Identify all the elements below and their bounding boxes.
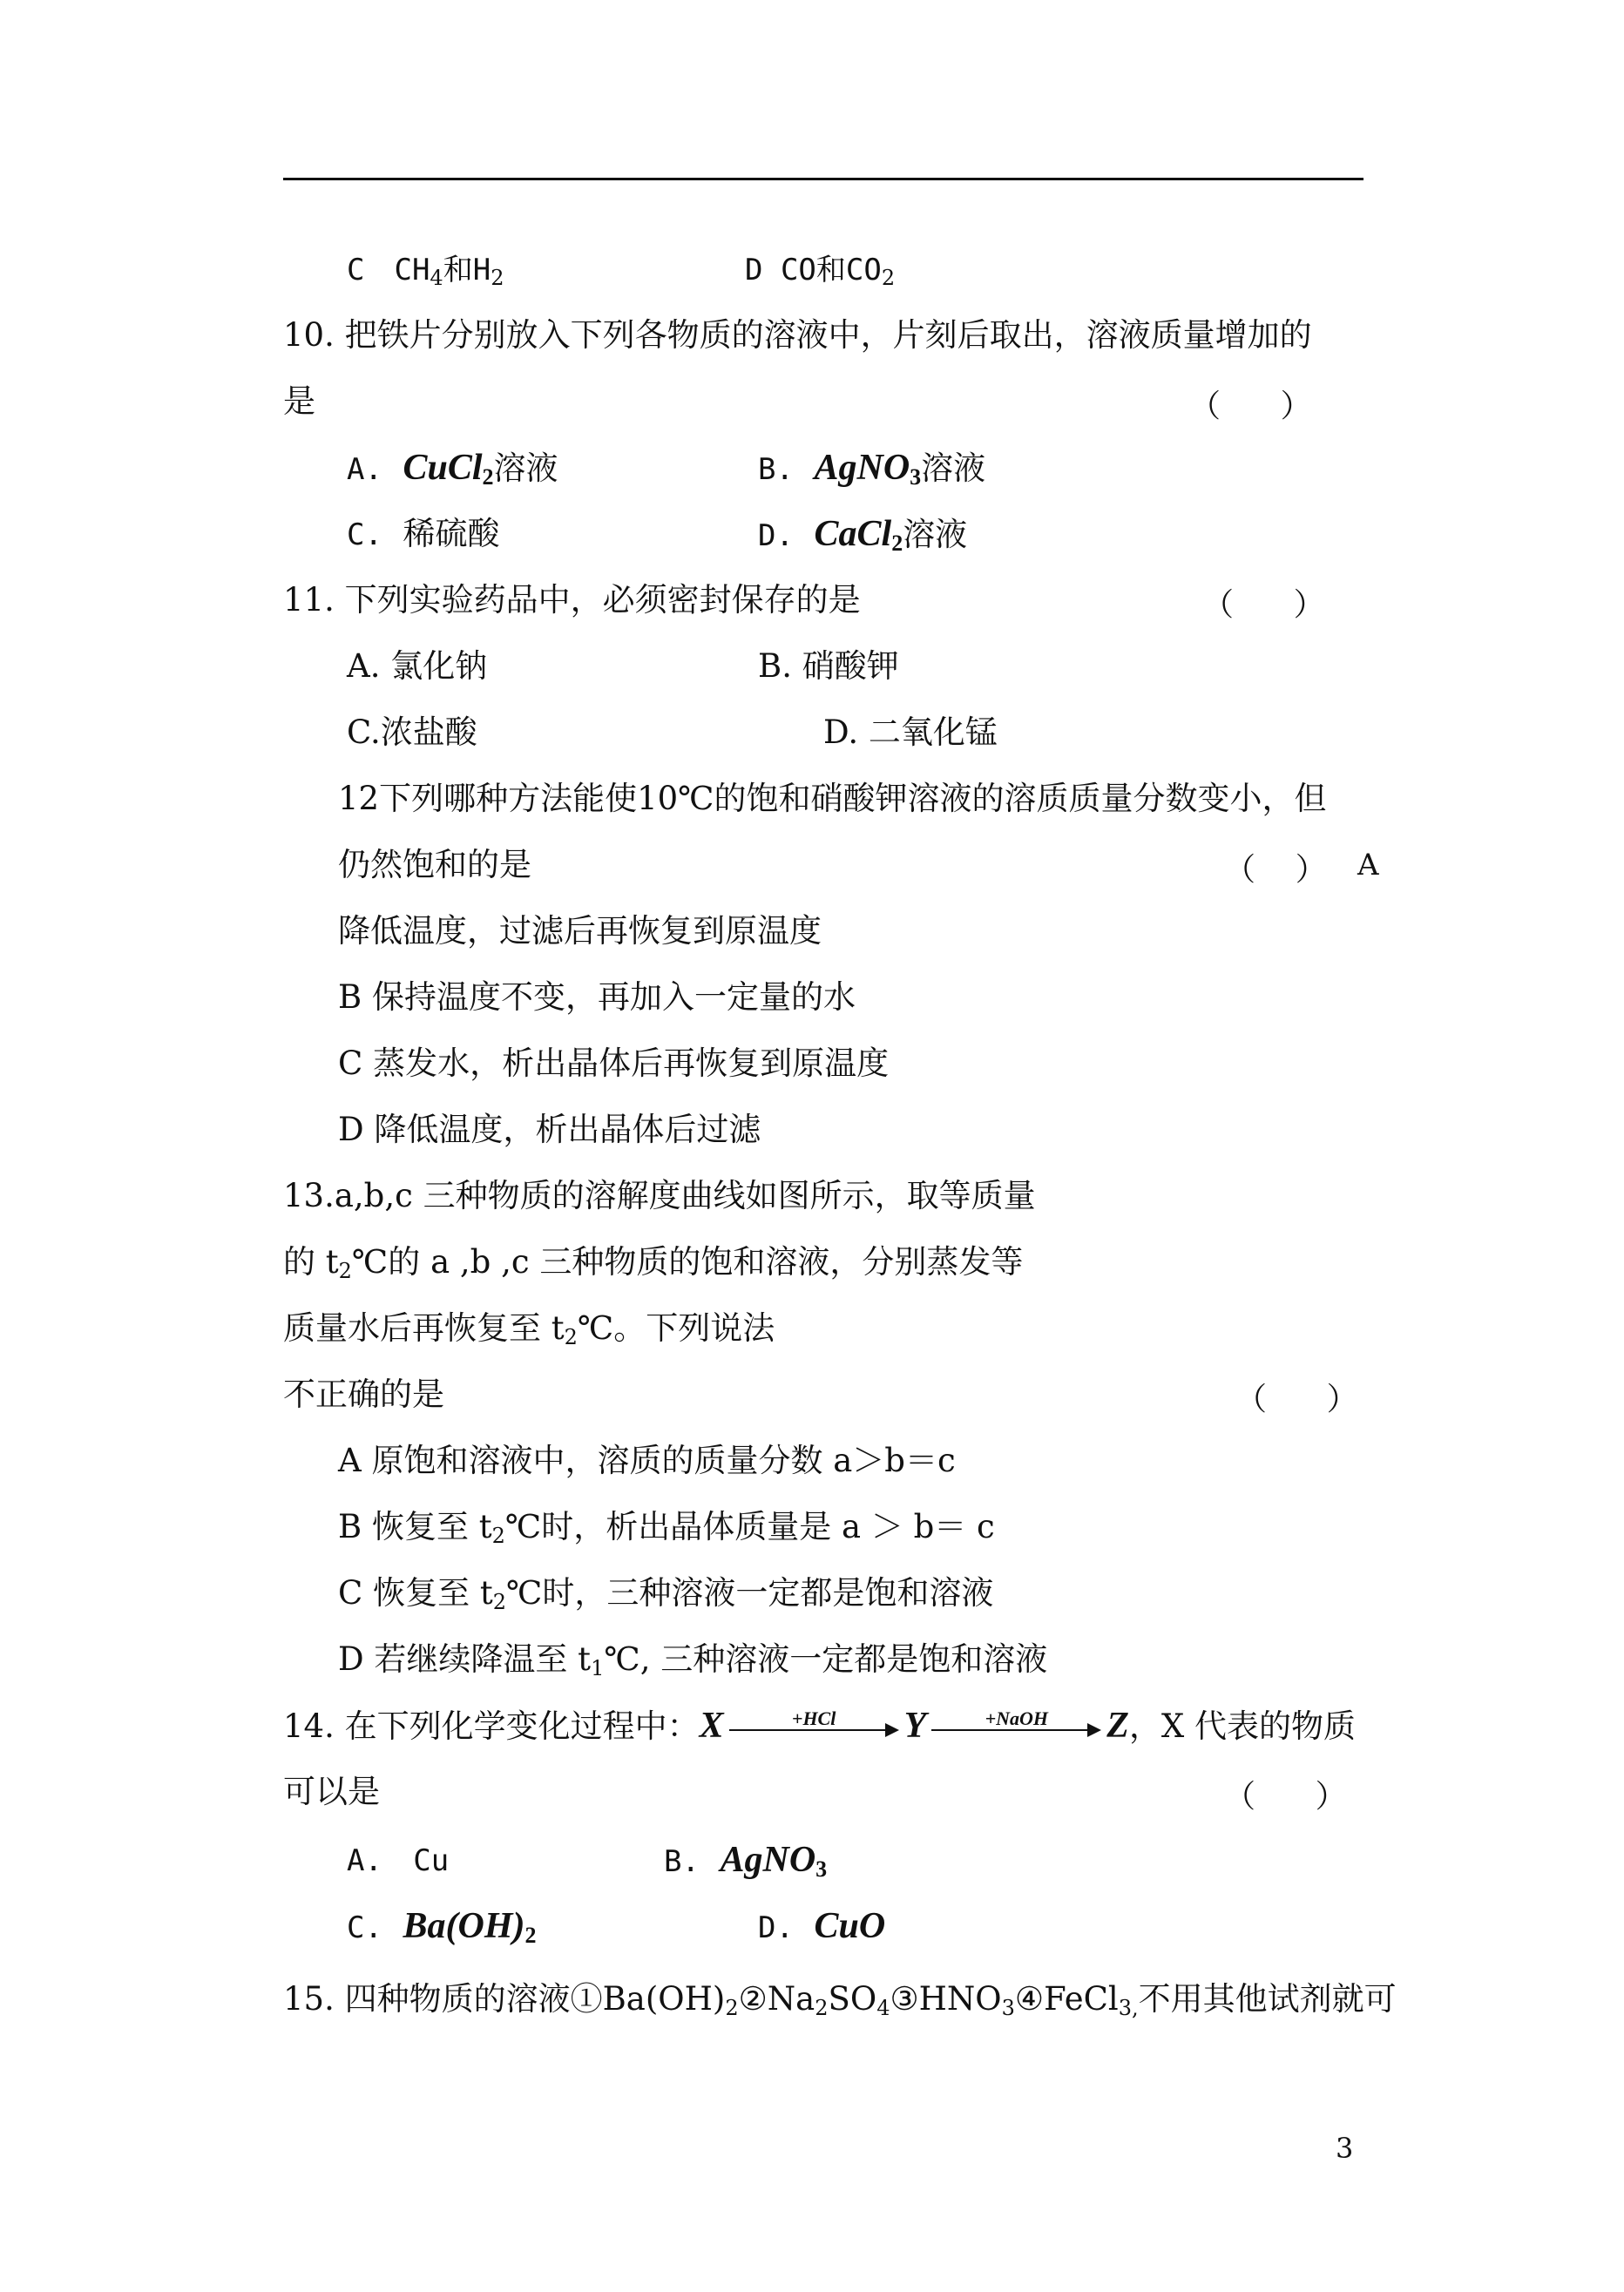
q14-z: Z [1106, 1706, 1129, 1746]
q10-stem: 10. 把铁片分别放入下列各物质的溶液中，片刻后取出，溶液质量增加的 [283, 316, 1312, 354]
q10-option-d: D. CaCl$_2$溶液 [758, 514, 968, 556]
q14-stem-cont: 可以是 [283, 1773, 380, 1810]
q14-option-a: A. Cu [347, 1843, 450, 1878]
q13-stem: 13.a,b,c 三种物质的溶解度曲线如图所示，取等质量 [283, 1177, 1036, 1214]
q14-option-b: B. AgNO$_3$ [664, 1840, 828, 1882]
q13-stem-3: 质量水后再恢复至 $t_2℃$。下列说法 [283, 1309, 775, 1349]
q9-option-c: C $CH_4$和$H_2$ [347, 253, 504, 290]
q13-answer-bracket: （ ） [1235, 1382, 1358, 1417]
q14-option-c: C. $Ba(OH)_2$ [347, 1906, 537, 1948]
q10-option-b: B. AgNO$_3$溶液 [758, 448, 986, 490]
q12-stem-cont: 仍然饱和的是 [338, 846, 531, 883]
q14-arrow-naoh: +NaOH [931, 1706, 1101, 1746]
q11-option-c: C.浓盐酸 [347, 713, 477, 751]
q13-option-d: D 若继续降温至 $t_1℃$, 三种溶液一定都是饱和溶液 [338, 1640, 1048, 1680]
q13-stem-2: 的 $t_2℃$的 a ,b ,c 三种物质的饱和溶液，分别蒸发等 [283, 1243, 1024, 1283]
q10-option-a: A. CuCl$_2$溶液 [347, 448, 558, 490]
q11-option-b: B. 硝酸钾 [758, 647, 899, 685]
q14-stem: 14. 在下列化学变化过程中：X +HCl Y +NaOH Z，X 代表的物质 [283, 1706, 1357, 1746]
q13-option-c: C 恢复至 $t_2℃$时，三种溶液一定都是饱和溶液 [338, 1574, 994, 1614]
q15-stem: 15. 四种物质的溶液$①Ba(OH)_2②Na_2SO_4③HNO_3④FeCl_{3,}$不用其他试剂就可 [283, 1980, 1397, 2020]
q11-option-a: A. 氯化钠 [347, 647, 488, 685]
header-rule [283, 178, 1363, 180]
q14-arrow-hcl: +HCl [729, 1706, 899, 1746]
q12-option-a-label: A [1357, 848, 1379, 882]
q10-answer-bracket: （ ） [1189, 389, 1312, 424]
q12-option-c: C 蒸发水，析出晶体后再恢复到原温度 [338, 1045, 890, 1082]
q13-option-a: A 原饱和溶液中，溶质的质量分数 a＞b＝c [338, 1442, 956, 1479]
page-number: 3 [1336, 2132, 1354, 2165]
q12-option-a: 降低温度，过滤后再恢复到原温度 [338, 912, 822, 950]
q12-stem: 12下列哪种方法能使10℃的饱和硝酸钾溶液的溶质质量分数变小，但 [338, 780, 1327, 817]
q14-y: Y [903, 1706, 927, 1746]
q11-stem: 11. 下列实验药品中，必须密封保存的是 [283, 581, 861, 619]
q12-option-b: B 保持温度不变，再加入一定量的水 [338, 978, 856, 1016]
q10-option-c: C. 稀硫酸 [347, 515, 500, 552]
q9-option-d: D CO和$CO_2$ [745, 253, 896, 290]
q11-answer-bracket: （ ） [1202, 587, 1325, 623]
q11-option-d: D. 二氧化锰 [823, 713, 998, 751]
q10-stem-cont: 是 [283, 382, 315, 420]
q13-stem-4: 不正确的是 [283, 1376, 444, 1413]
q13-option-b: B 恢复至 $t_2℃$时，析出晶体质量是 a ＞ b＝ c [338, 1508, 995, 1548]
q12-option-d: D 降低温度，析出晶体后过滤 [338, 1111, 761, 1148]
q14-x: X [699, 1706, 724, 1746]
q14-option-d: D. CuO [758, 1906, 886, 1946]
q12-answer-bracket: （ ） [1224, 852, 1327, 888]
q14-answer-bracket: （ ） [1224, 1779, 1347, 1815]
